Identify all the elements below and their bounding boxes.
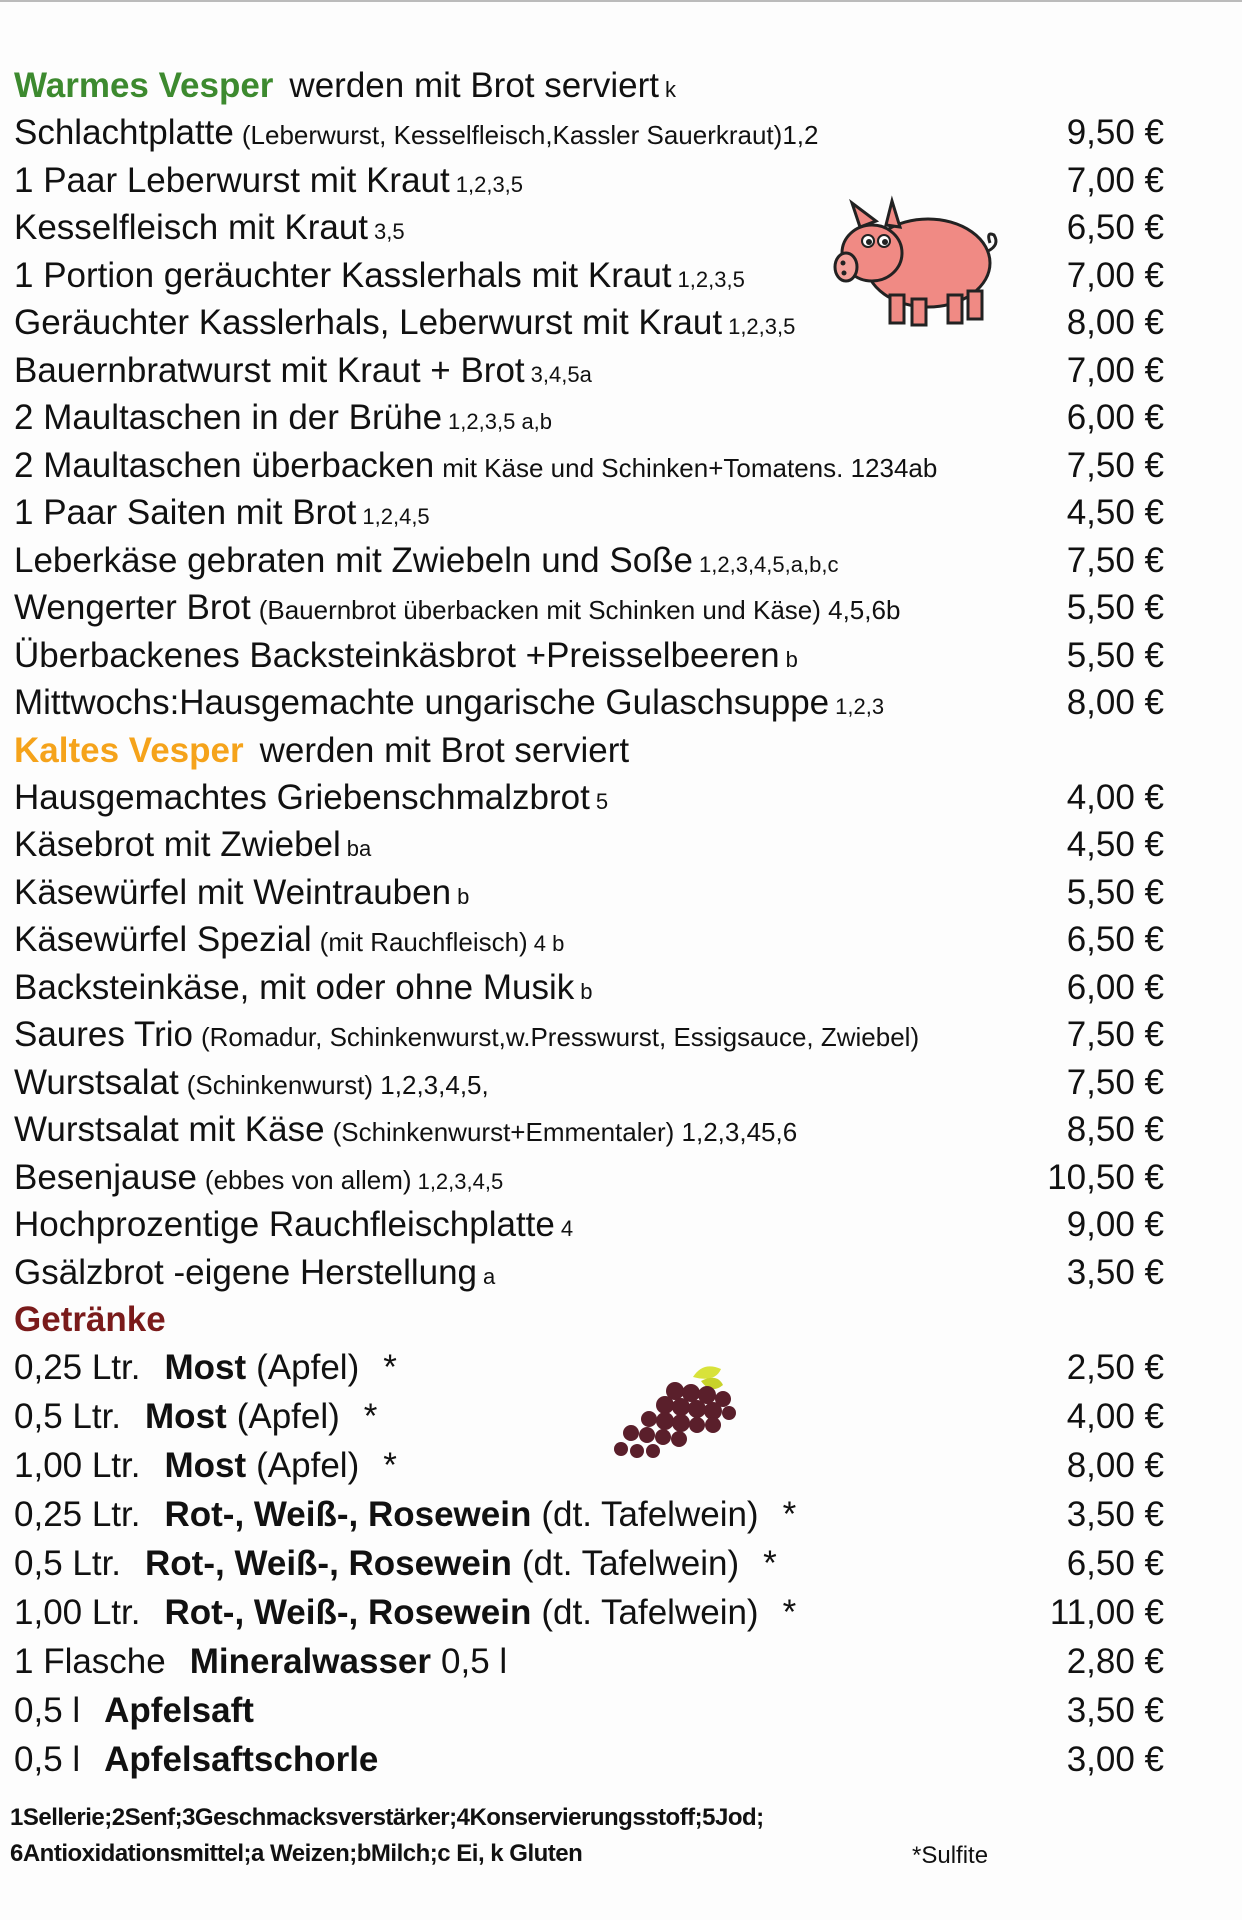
allergen-code: 3,4,5a xyxy=(530,361,592,387)
drink-name: Mineralwasser xyxy=(189,1642,431,1681)
drink-name: Rot-, Weiß-, Rosewein xyxy=(164,1593,532,1632)
top-border xyxy=(0,0,1242,2)
drink-price: 8,00 € xyxy=(1066,1446,1164,1485)
allergen-code: 1,2,3,4,5,a,b,c xyxy=(699,551,839,577)
drink-quantity: 0,5 l xyxy=(14,1691,81,1730)
allergen-code: a xyxy=(483,1263,496,1289)
menu-item xyxy=(14,347,1164,395)
menu-item xyxy=(14,1106,1164,1154)
item-price: 5,50 € xyxy=(1066,588,1164,627)
drink-quantity: 1 Flasche xyxy=(14,1642,166,1681)
drink-name: Rot-, Weiß-, Rosewein xyxy=(145,1544,512,1583)
menu-item xyxy=(14,774,1164,822)
item-price: 7,00 € xyxy=(1066,350,1164,390)
menu-item xyxy=(14,1249,1164,1297)
sulfite-mark: * xyxy=(782,1495,797,1534)
legend-line-1: 1Sellerie;2Senf;3Geschmacksverstärker;4Konservierungsstoff;5Jod; xyxy=(10,1804,764,1831)
drink-detail: (dt. Tafelwein) xyxy=(541,1495,759,1534)
drink-item xyxy=(14,1588,1164,1637)
menu-item xyxy=(14,537,1164,585)
drink-detail: (Apfel) xyxy=(236,1397,340,1436)
allergen-code: 3,5 xyxy=(374,219,405,244)
sulfite-mark: * xyxy=(383,1446,397,1485)
item-name: Wengerter Brot xyxy=(14,588,251,627)
drink-detail: (Apfel) xyxy=(256,1446,360,1485)
item-name: 1 Paar Saiten mit Brot xyxy=(14,493,357,532)
item-name: Gsälzbrot -eigene Herstellung xyxy=(14,1252,478,1292)
item-name: 2 Maultaschen in der Brühe xyxy=(14,398,443,437)
sulfite-note: *Sulfite xyxy=(912,1842,989,1869)
item-price: 3,50 € xyxy=(1066,1252,1164,1292)
drink-quantity: 0,5 Ltr. xyxy=(14,1397,122,1436)
drinks-title: Getränke xyxy=(14,1300,166,1339)
allergen-code: 4 b xyxy=(533,931,565,956)
drink-item xyxy=(14,1686,1164,1735)
item-description: (mit Rauchfleisch) xyxy=(319,927,528,957)
drink-name: Most xyxy=(164,1348,247,1387)
item-description: (Leberwurst, Kesselfleisch,Kassler Sauerkraut)1,2 xyxy=(241,120,819,150)
item-name: Kesselfleisch mit Kraut xyxy=(14,208,369,247)
item-price: 7,50 € xyxy=(1066,1062,1164,1102)
drink-price: 6,50 € xyxy=(1066,1544,1164,1583)
item-name: Hochprozentige Rauchfleischplatte xyxy=(14,1205,555,1244)
pig-icon xyxy=(830,195,1000,330)
item-price: 8,00 € xyxy=(1066,303,1164,342)
drink-item xyxy=(14,1490,1164,1539)
item-name: Wurstsalat xyxy=(14,1062,179,1102)
item-price: 9,50 € xyxy=(1066,113,1164,152)
drink-quantity: 1,00 Ltr. xyxy=(14,1446,141,1485)
legend-line-2: 6Antioxidationsmittel;a Weizen;bMilch;c Ei, k Gluten xyxy=(10,1840,583,1867)
item-description: (Bauernbrot überbacken mit Schinken und Käse) 4,5,6b xyxy=(258,595,901,625)
item-name: Hausgemachtes Griebenschmalzbrot xyxy=(14,777,590,817)
item-name: Geräuchter Kasslerhals, Leberwurst mit Kraut xyxy=(14,303,723,342)
allergen-code: 1,2,3,5 a,b xyxy=(448,409,553,434)
grapes-icon xyxy=(605,1355,755,1475)
item-description: (Schinkenwurst) 1,2,3,4,5, xyxy=(186,1069,489,1100)
drink-detail: (Apfel) xyxy=(256,1348,360,1387)
drink-name: Rot-, Weiß-, Rosewein xyxy=(164,1495,532,1534)
menu-item xyxy=(14,869,1164,917)
warm-title: Warmes Vesper xyxy=(14,66,274,105)
item-description: (Romadur, Schinkenwurst,w.Presswurst, Essigsauce, Zwiebel) xyxy=(200,1022,920,1052)
item-name: Käsewürfel mit Weintrauben xyxy=(14,872,452,912)
cold-heading xyxy=(14,727,1164,774)
item-price: 7,00 € xyxy=(1066,255,1164,295)
item-price: 6,50 € xyxy=(1066,920,1164,959)
allergen-code: 1,2,3,5 xyxy=(677,266,745,292)
drink-detail: 0,5 l xyxy=(441,1642,508,1681)
item-name: Bauernbratwurst mit Kraut + Brot xyxy=(14,350,525,390)
item-name: Mittwochs:Hausgemachte ungarische Gulaschsuppe xyxy=(14,683,830,722)
warm-code: k xyxy=(664,77,676,102)
drink-price: 2,80 € xyxy=(1066,1642,1164,1681)
menu-item xyxy=(14,964,1164,1012)
menu-item xyxy=(14,916,1164,964)
item-name: Leberkäse gebraten mit Zwiebeln und Soße xyxy=(14,540,694,580)
menu-item xyxy=(14,442,1164,490)
menu-item xyxy=(14,1011,1164,1059)
drink-price: 3,00 € xyxy=(1066,1740,1164,1779)
menu-item xyxy=(14,1154,1164,1202)
item-name: Besenjause xyxy=(14,1157,197,1197)
drink-price: 4,00 € xyxy=(1066,1397,1164,1436)
item-name: 1 Portion geräuchter Kasslerhals mit Kraut xyxy=(14,255,672,295)
item-description: (ebbes von allem) xyxy=(204,1164,412,1195)
allergen-code: b xyxy=(580,978,593,1004)
item-price: 6,00 € xyxy=(1066,967,1164,1007)
drink-quantity: 0,25 Ltr. xyxy=(14,1348,141,1387)
item-name: Saures Trio xyxy=(14,1015,193,1054)
item-name: Schlachtplatte xyxy=(14,113,234,152)
item-price: 4,50 € xyxy=(1066,825,1164,864)
allergen-code: b xyxy=(785,646,798,672)
item-price: 4,00 € xyxy=(1066,777,1164,817)
allergen-code: 1,2,3 xyxy=(835,694,885,719)
drink-detail: (dt. Tafelwein) xyxy=(541,1593,759,1632)
item-price: 6,50 € xyxy=(1066,208,1164,247)
drink-quantity: 0,5 Ltr. xyxy=(14,1544,122,1583)
drink-quantity: 0,5 l xyxy=(14,1740,81,1779)
item-price: 5,50 € xyxy=(1066,872,1164,912)
sulfite-mark: * xyxy=(782,1593,797,1632)
allergen-code: 1,2,3,5 xyxy=(455,171,524,197)
allergen-legend xyxy=(10,1800,764,1872)
drink-detail: (dt. Tafelwein) xyxy=(521,1544,740,1583)
item-price: 5,50 € xyxy=(1066,635,1164,675)
item-price: 9,00 € xyxy=(1066,1205,1164,1244)
item-price: 8,50 € xyxy=(1066,1110,1164,1149)
drink-price: 2,50 € xyxy=(1066,1348,1164,1387)
menu-item xyxy=(14,821,1164,869)
drink-item xyxy=(14,1637,1164,1686)
drink-item xyxy=(14,1441,1164,1490)
item-description: mit Käse und Schinken+Tomatens. 1234ab xyxy=(442,452,938,483)
menu-item xyxy=(14,1059,1164,1107)
drink-name: Most xyxy=(145,1397,227,1436)
sulfite-mark: * xyxy=(763,1544,777,1583)
drink-name: Apfelsaftschorle xyxy=(104,1740,379,1779)
allergen-code: 1,2,4,5 xyxy=(362,504,430,529)
drinks-heading xyxy=(14,1296,1164,1343)
drink-quantity: 0,25 Ltr. xyxy=(14,1495,141,1534)
warm-heading xyxy=(14,62,1164,109)
item-name: Käsebrot mit Zwiebel xyxy=(14,825,341,864)
menu-item xyxy=(14,584,1164,632)
item-price: 7,50 € xyxy=(1066,1015,1164,1054)
item-name: 2 Maultaschen überbacken xyxy=(14,445,435,485)
item-name: Wurstsalat mit Käse xyxy=(14,1110,325,1149)
sulfite-mark: * xyxy=(383,1348,397,1387)
drink-item xyxy=(14,1392,1164,1441)
drink-item xyxy=(14,1539,1164,1588)
drink-price: 11,00 € xyxy=(1049,1593,1164,1632)
menu-item xyxy=(14,394,1164,442)
allergen-code: 1,2,3,5 xyxy=(728,314,796,339)
menu-item xyxy=(14,679,1164,727)
menu-item xyxy=(14,1201,1164,1249)
drink-item xyxy=(14,1735,1164,1784)
allergen-code: b xyxy=(457,883,470,909)
item-price: 6,00 € xyxy=(1066,398,1164,437)
item-price: 7,00 € xyxy=(1066,160,1164,200)
sulfite-mark: * xyxy=(363,1397,378,1436)
item-name: 1 Paar Leberwurst mit Kraut xyxy=(14,160,450,200)
cold-items xyxy=(14,774,1164,1297)
item-description: (Schinkenwurst+Emmentaler) 1,2,3,45,6 xyxy=(332,1117,798,1147)
drink-item xyxy=(14,1343,1164,1392)
menu-item xyxy=(14,109,1164,157)
allergen-code: ba xyxy=(346,836,372,861)
item-price: 10,50 € xyxy=(1047,1157,1164,1197)
menu-item xyxy=(14,632,1164,680)
item-name: Backsteinkäse, mit oder ohne Musik xyxy=(14,967,575,1007)
item-price: 4,50 € xyxy=(1066,493,1164,532)
drink-price: 3,50 € xyxy=(1066,1495,1164,1534)
cold-subtitle: werden mit Brot serviert xyxy=(259,730,630,770)
allergen-code: 1,2,3,4,5 xyxy=(417,1168,504,1194)
item-name: Überbackenes Backsteinkäsbrot +Preisselbeeren xyxy=(14,635,780,675)
item-price: 7,50 € xyxy=(1066,445,1164,485)
item-price: 7,50 € xyxy=(1066,540,1164,580)
drink-name: Most xyxy=(164,1446,247,1485)
warm-subtitle: werden mit Brot serviert xyxy=(289,66,659,105)
drinks-items xyxy=(14,1343,1164,1784)
allergen-code: 5 xyxy=(595,788,609,814)
drink-quantity: 1,00 Ltr. xyxy=(14,1593,141,1632)
allergen-code: 4 xyxy=(560,1216,574,1241)
drink-price: 3,50 € xyxy=(1066,1691,1164,1730)
item-name: Käsewürfel Spezial xyxy=(14,920,312,959)
menu-item xyxy=(14,489,1164,537)
drink-name: Apfelsaft xyxy=(104,1691,254,1730)
item-price: 8,00 € xyxy=(1066,683,1164,722)
cold-title: Kaltes Vesper xyxy=(14,730,244,770)
